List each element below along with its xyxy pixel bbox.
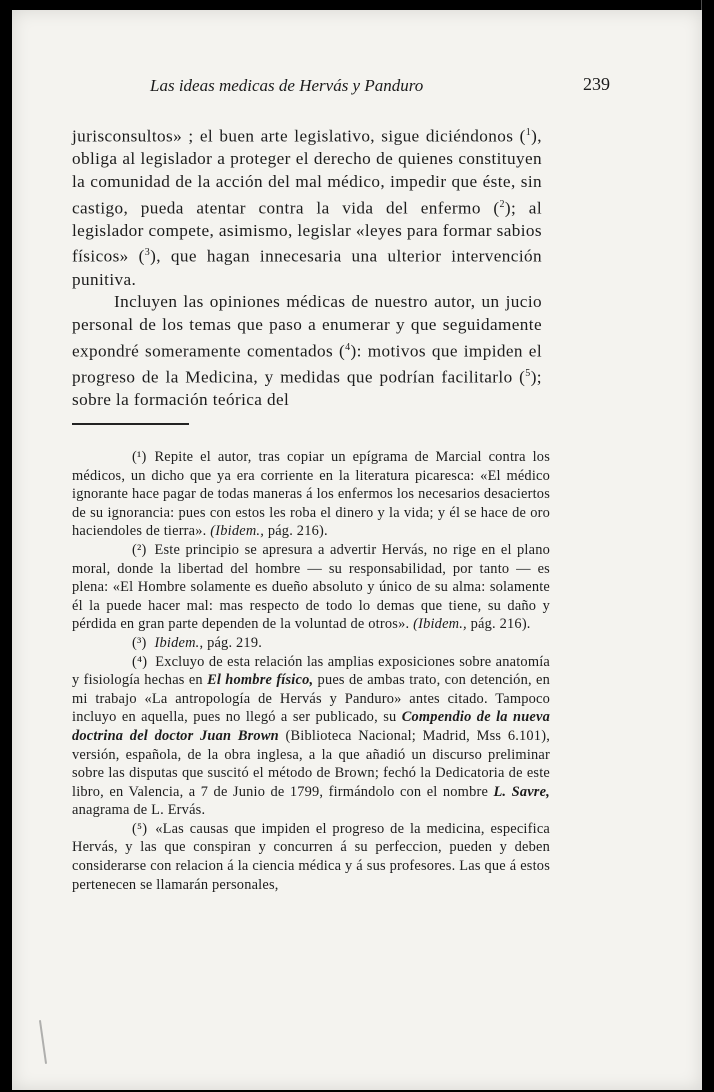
pencil-mark	[39, 1020, 47, 1064]
footnote-separator	[72, 423, 189, 425]
footnote-3-page: , pág. 219.	[199, 634, 263, 651]
footnote-3-ref: Ibidem.	[154, 634, 200, 651]
footnote-4-text-c: (Biblioteca Nacional; Madrid, Mss 6.101), versión, española, de la obra inglesa, a la que añadió un discurso preliminar sobre las disputas que suscitó el método de Brown; fechó la Dedicatoria de este libro, en Valencia, a 7 de Junio de 1799, firmándolo con el nombre	[72, 727, 550, 800]
footnote-ref-3: 3	[144, 247, 151, 259]
footnote-2-page: pág. 216).	[470, 616, 531, 633]
footnote-1	[72, 448, 550, 541]
running-title: Las ideas medicas de Hervás y Panduro	[150, 76, 424, 95]
footnote-2	[72, 541, 550, 634]
footnote-1-number: (¹)	[132, 449, 147, 465]
footnote-4-number: (⁴)	[132, 653, 148, 670]
footnotes	[72, 448, 550, 894]
footnote-1-page: pág. 216).	[267, 523, 328, 540]
footnote-3	[72, 634, 550, 653]
footnote-4-text-d: anagrama de L. Ervás.	[72, 802, 206, 819]
footnote-ref-5: 5	[525, 367, 531, 379]
footnote-4-text-b: pues de ambas trato, con detención, en mi trabajo «La antropología de Hervás y Panduro» antes citado. Tampoco incluyo en aquella, pues no llegó a ser publicado, su	[72, 672, 550, 726]
footnote-ref-4: 4	[345, 341, 351, 353]
footnote-3-number: (³)	[132, 634, 147, 651]
footnote-2-number: (²)	[132, 541, 147, 558]
paragraph-1-part-a: jurisconsultos» ; el buen arte legislativo, sigue diciéndonos (	[72, 126, 526, 146]
footnote-ref-1: 1	[525, 127, 532, 138]
paragraph-2	[72, 291, 542, 411]
paragraph-1-part-b: ), obliga al legislador a proteger el derecho de quienes constituyen la comunidad de la acción del mal médico, impedir que éste, sin castigo, pueda atentar contra la vida del enfermo (	[72, 126, 542, 218]
footnote-4-title-2: Compendio de la nueva doctrina del doctor Juan Brown	[72, 709, 550, 744]
paragraph-2-part-c: ); sobre la formación teórica del	[72, 367, 542, 410]
paragraph-2-part-b: ): motivos que impiden el progreso de la Medicina, y medidas que podrían facilitarlo (	[72, 341, 542, 387]
footnote-2-text: Este principio se apresura a advertir Hervás, no rige en el plano moral, donde la libertad del hombre — su responsabilidad, por tanto — es plena: «El Hombre solamente es dueño absoluto y único de su alma: solamente él la puede hacer mal: mas respecto de todo lo demas que tiene, su daño y pérdida en gran parte dependen de la voluntad de otros».	[72, 541, 550, 633]
footnote-4	[72, 653, 550, 820]
footnote-5-text: «Las causas que impiden el progreso de la medicina, especifica Hervás, y las que conspiran y concurren á su perfeccion, pueden y deben considerarse con relacion á la ciencia médica y á sus profesores. Las que á estos pertenecen se llamarán personales,	[72, 820, 550, 893]
page-number: 239	[583, 74, 610, 94]
paragraph-1-part-d: ), que hagan innecesaria una ulterior intervención punitiva.	[72, 247, 542, 289]
footnote-ref-2: 2	[499, 198, 505, 210]
footnote-1-ref: (Ibidem.,	[210, 523, 265, 540]
footnote-1-text: Repite el autor, tras copiar un epígrama de Marcial contra los médicos, un dicho que ya era corriente en la literatura picaresca: «El médico ignorante hace pagar de todas maneras á los enfermos los necesarios desaciertos de su ignorancia: pues con estos les roba el dinero y la vida; y él se hace de oro haciendoles de tierra».	[72, 449, 550, 540]
book-page	[12, 10, 702, 1090]
footnote-4-text-a: Excluyo de esta relación las amplias exposiciones sobre anatomía y fisiología hechas en	[72, 653, 550, 689]
paragraph-1-part-c: ); al legislador compete, asimismo, legislar «leyes para formar sabios físicos» (	[72, 198, 543, 267]
footnote-4-name: L. Savre,	[493, 783, 550, 800]
paragraph-2-part-a: Incluyen las opiniones médicas de nuestro autor, un jucio personal de los temas que paso a enumerar y que seguidamente expondré someramente comentados (	[72, 292, 542, 361]
footnote-4-title-1: El hombre físico,	[207, 672, 314, 689]
footnote-2-ref: (Ibidem.,	[413, 616, 467, 633]
footnote-5	[72, 820, 550, 894]
page-header	[72, 76, 642, 100]
paragraph-1	[72, 122, 542, 291]
footnote-5-number: (⁵)	[132, 820, 148, 837]
main-text	[72, 122, 542, 412]
